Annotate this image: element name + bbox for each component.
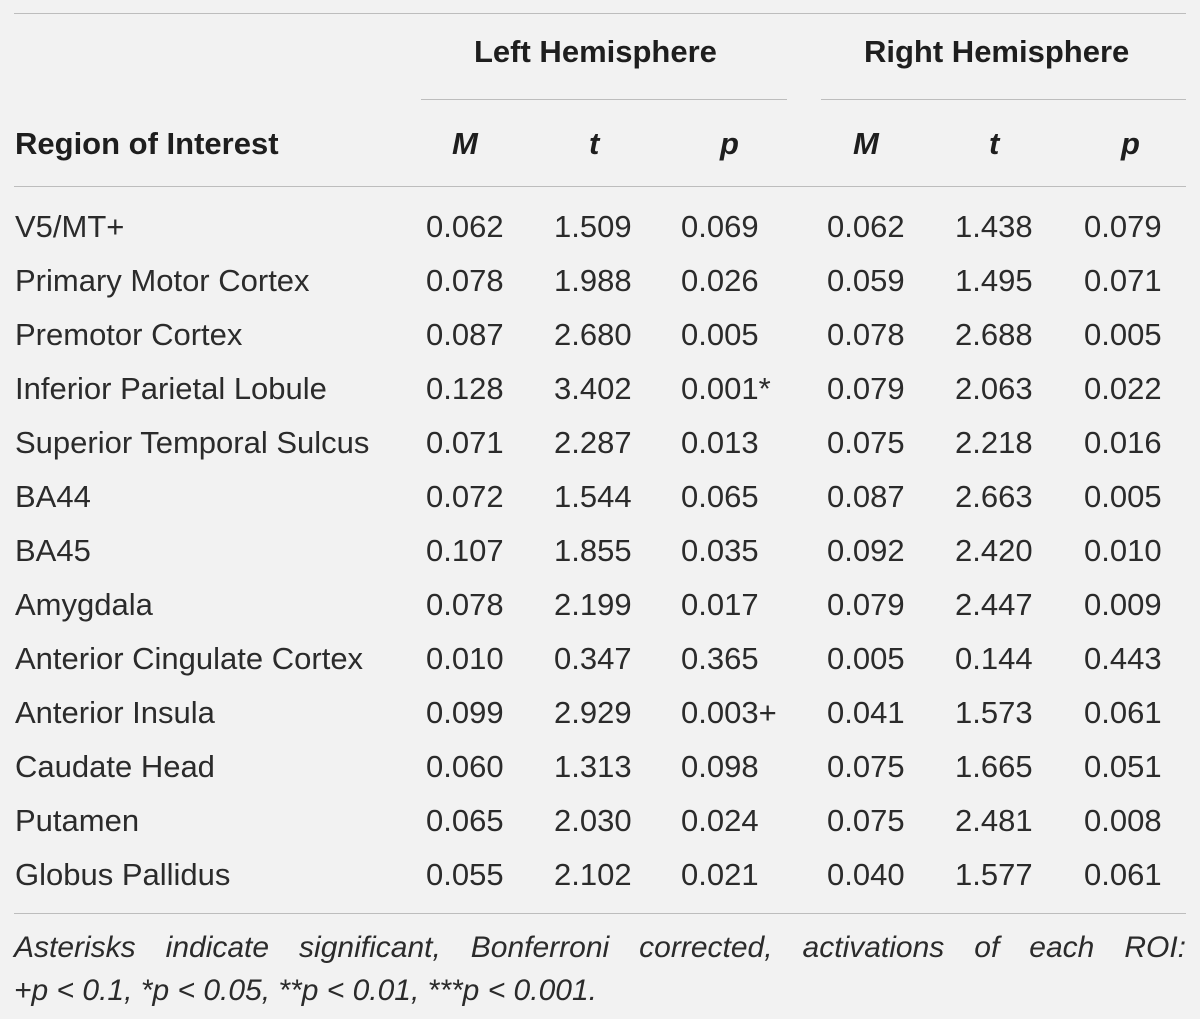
right-m-value: 0.041 (827, 695, 905, 730)
roi-name: Globus Pallidus (15, 857, 231, 892)
left-t-value: 2.199 (554, 587, 632, 622)
left-p-value: 0.069 (681, 209, 759, 244)
right-p-value: 0.009 (1084, 587, 1162, 622)
left-p-value: 0.013 (681, 425, 759, 460)
left-m-value: 0.099 (426, 695, 504, 730)
bottom-rule (14, 913, 1186, 914)
left-p-value: 0.003+ (681, 695, 777, 730)
left-t-value: 1.313 (554, 749, 632, 784)
right-t-value: 2.688 (955, 317, 1033, 352)
right-p-value: 0.061 (1084, 857, 1162, 892)
right-m-value: 0.075 (827, 749, 905, 784)
left-p-value: 0.001* (681, 371, 771, 406)
left-m-value: 0.071 (426, 425, 504, 460)
roi-name: Caudate Head (15, 749, 215, 784)
right-m-value: 0.079 (827, 371, 905, 406)
roi-name: V5/MT+ (15, 209, 125, 244)
left-m-value: 0.072 (426, 479, 504, 514)
left-t-value: 2.929 (554, 695, 632, 730)
right-p-value: 0.079 (1084, 209, 1162, 244)
left-p-value: 0.065 (681, 479, 759, 514)
left-m-value: 0.087 (426, 317, 504, 352)
right-m-value: 0.092 (827, 533, 905, 568)
table-row (0, 578, 1200, 632)
table-row (0, 308, 1200, 362)
roi-name: Inferior Parietal Lobule (15, 371, 327, 406)
right-t-value: 1.495 (955, 263, 1033, 298)
right-p-value: 0.005 (1084, 317, 1162, 352)
roi-name: Anterior Insula (15, 695, 215, 730)
left-t-value: 2.102 (554, 857, 632, 892)
right-p-value: 0.051 (1084, 749, 1162, 784)
roi-name: Putamen (15, 803, 140, 838)
table-row (0, 200, 1200, 254)
right-t-value: 1.438 (955, 209, 1033, 244)
table-row (0, 362, 1200, 416)
right-t-value: 2.218 (955, 425, 1033, 460)
right-p-value: 0.022 (1084, 371, 1162, 406)
left-m-value: 0.065 (426, 803, 504, 838)
right-p-value: 0.010 (1084, 533, 1162, 568)
right-t-value: 1.573 (955, 695, 1033, 730)
left-t-header: t (589, 126, 600, 161)
left-p-header: p (720, 126, 739, 161)
right-hemisphere-header: Right Hemisphere (864, 34, 1130, 69)
table-row (0, 740, 1200, 794)
left-m-value: 0.128 (426, 371, 504, 406)
left-t-value: 1.509 (554, 209, 632, 244)
right-p-value: 0.016 (1084, 425, 1162, 460)
right-m-value: 0.059 (827, 263, 905, 298)
left-t-value: 2.030 (554, 803, 632, 838)
roi-name: Primary Motor Cortex (15, 263, 310, 298)
right-p-value: 0.005 (1084, 479, 1162, 514)
table-row (0, 794, 1200, 848)
right-m-value: 0.040 (827, 857, 905, 892)
left-t-value: 2.287 (554, 425, 632, 460)
table-row (0, 632, 1200, 686)
left-p-value: 0.098 (681, 749, 759, 784)
right-m-value: 0.075 (827, 803, 905, 838)
left-p-value: 0.005 (681, 317, 759, 352)
right-t-header: t (989, 126, 1000, 161)
right-p-header: p (1121, 126, 1140, 161)
right-m-header: M (853, 126, 879, 161)
right-t-value: 0.144 (955, 641, 1033, 676)
left-t-value: 3.402 (554, 371, 632, 406)
roi-name: Superior Temporal Sulcus (15, 425, 370, 460)
right-t-value: 2.481 (955, 803, 1033, 838)
left-t-value: 0.347 (554, 641, 632, 676)
left-m-value: 0.078 (426, 587, 504, 622)
right-t-value: 2.063 (955, 371, 1033, 406)
right-t-value: 2.663 (955, 479, 1033, 514)
left-m-value: 0.078 (426, 263, 504, 298)
right-m-value: 0.075 (827, 425, 905, 460)
left-m-value: 0.062 (426, 209, 504, 244)
left-p-value: 0.021 (681, 857, 759, 892)
left-t-value: 1.855 (554, 533, 632, 568)
right-t-value: 2.420 (955, 533, 1033, 568)
left-m-header: M (452, 126, 478, 161)
right-group-rule (821, 99, 1186, 100)
left-m-value: 0.010 (426, 641, 504, 676)
right-p-value: 0.008 (1084, 803, 1162, 838)
right-m-value: 0.078 (827, 317, 905, 352)
right-t-value: 1.665 (955, 749, 1033, 784)
right-m-value: 0.087 (827, 479, 905, 514)
left-t-value: 2.680 (554, 317, 632, 352)
left-p-value: 0.024 (681, 803, 759, 838)
footnote-line-1: Asterisks indicate significant, Bonferroni corrected, activations of each ROI: (14, 931, 1186, 964)
left-p-value: 0.035 (681, 533, 759, 568)
left-hemisphere-header: Left Hemisphere (474, 34, 717, 69)
left-m-value: 0.055 (426, 857, 504, 892)
left-p-value: 0.365 (681, 641, 759, 676)
left-group-rule (421, 99, 787, 100)
right-t-value: 2.447 (955, 587, 1033, 622)
top-rule (14, 13, 1186, 14)
roi-name: Anterior Cingulate Cortex (15, 641, 364, 676)
right-p-value: 0.061 (1084, 695, 1162, 730)
roi-name: Amygdala (15, 587, 153, 622)
table-footnote (14, 926, 1186, 1012)
left-m-value: 0.107 (426, 533, 504, 568)
left-p-value: 0.026 (681, 263, 759, 298)
right-t-value: 1.577 (955, 857, 1033, 892)
roi-name: BA45 (15, 533, 91, 568)
roi-name: Premotor Cortex (15, 317, 243, 352)
table-row (0, 416, 1200, 470)
header-rule (14, 186, 1186, 187)
right-m-value: 0.005 (827, 641, 905, 676)
roi-name: BA44 (15, 479, 91, 514)
roi-column-header: Region of Interest (15, 126, 279, 161)
right-m-value: 0.062 (827, 209, 905, 244)
table-row (0, 848, 1200, 902)
right-p-value: 0.071 (1084, 263, 1162, 298)
right-p-value: 0.443 (1084, 641, 1162, 676)
left-p-value: 0.017 (681, 587, 759, 622)
footnote-line-2: +p < 0.1, *p < 0.05, **p < 0.01, ***p < 0.001. (14, 974, 597, 1007)
right-m-value: 0.079 (827, 587, 905, 622)
table-row (0, 524, 1200, 578)
left-t-value: 1.988 (554, 263, 632, 298)
table-row (0, 686, 1200, 740)
left-m-value: 0.060 (426, 749, 504, 784)
table-row (0, 470, 1200, 524)
left-t-value: 1.544 (554, 479, 632, 514)
table-row (0, 254, 1200, 308)
